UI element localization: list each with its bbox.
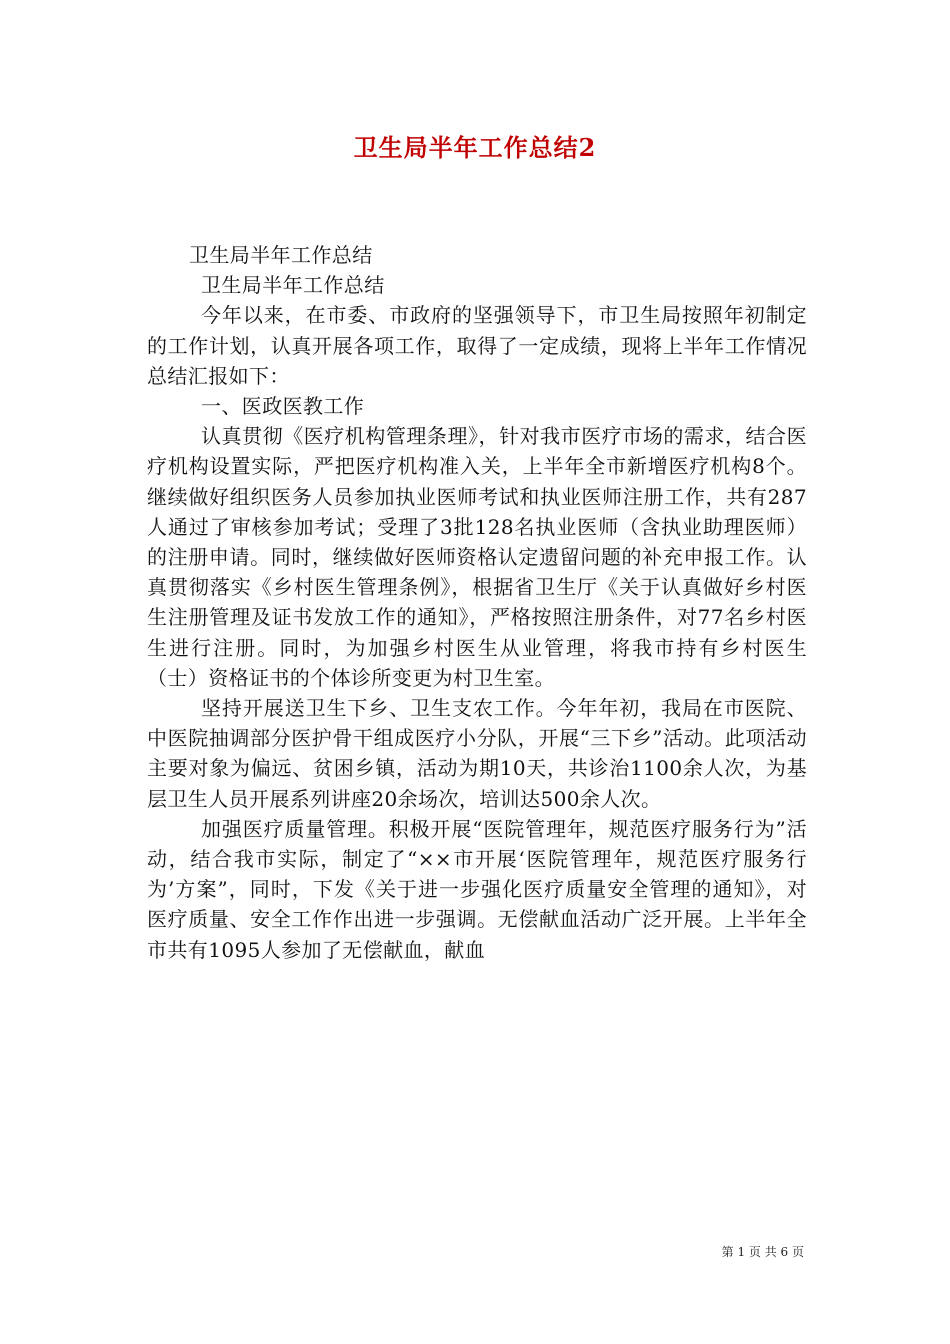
- paragraph-medical-admin: 认真贯彻《医疗机构管理条理》，针对我市医疗市场的需求，结合医疗机构设置实际，严把医疗机构准入关，上半年全市新增医疗机构8个。继续做好组织医务人员参加执业医师考试和执业医师注册工作，共有287人通过了审核参加考试；受理了3批128名执业医师（含执业助理医师）的注册申请。同时，继续做好医师资格认定遗留问题的补充申报工作。认真贯彻落实《乡村医生管理条例》，根据省卫生厅《关于认真做好乡村医生注册管理及证书发放工作的通知》，严格按照注册条件，对77名乡村医生进行注册。同时，为加强乡村医生从业管理，将我市持有乡村医生（士）资格证书的个体诊所变更为村卫生室。: [147, 424, 807, 690]
- heading-line-1: 卫生局半年工作总结: [189, 243, 373, 267]
- document-body: [147, 240, 807, 965]
- paragraph-intro: 今年以来，在市委、市政府的坚强领导下，市卫生局按照年初制定的工作计划，认真开展各项工作，取得了一定成绩，现将上半年工作情况总结汇报如下：: [147, 303, 807, 388]
- section-heading-1: 一、医政医教工作: [201, 394, 365, 419]
- document-title: 卫生局半年工作总结2: [353, 133, 597, 162]
- paragraph-rural-health: 坚持开展送卫生下乡、卫生支农工作。今年年初，我局在市医院、中医院抽调部分医护骨干组成医疗小分队，开展“三下乡”活动。此项活动主要对象为偏远、贫困乡镇，活动为期10天，共诊治1100余人次，为基层卫生人员开展系列讲座20余场次，培训达500余人次。: [147, 696, 807, 811]
- paragraph-quality: 加强医疗质量管理。积极开展“医院管理年，规范医疗服务行为”活动，结合我市实际，制定了“××市开展‘医院管理年，规范医疗服务行为’方案”，同时，下发《关于进一步强化医疗质量安全管理的通知》，对医疗质量、安全工作作出进一步强调。无偿献血活动广泛开展。上半年全市共有1095人参加了无偿献血，献血: [147, 816, 807, 962]
- heading-line-2: 卫生局半年工作总结: [201, 273, 385, 298]
- page-number: 第 1 页 共 6 页: [721, 1245, 804, 1259]
